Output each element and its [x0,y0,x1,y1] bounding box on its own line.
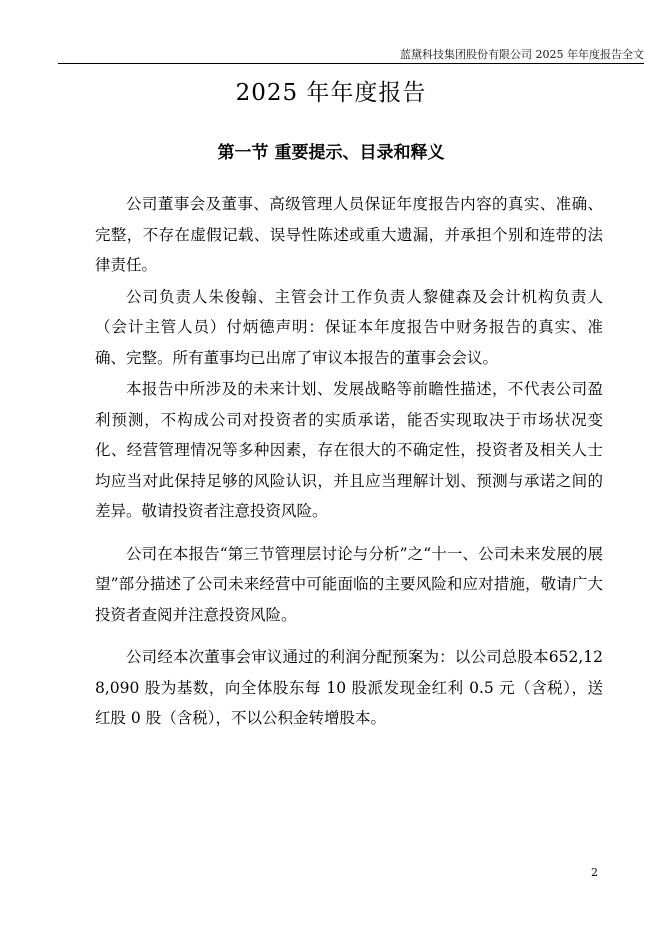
paragraph-forward-looking: 本报告中所涉及的未来计划、发展战略等前瞻性描述，不代表公司盈利预测，不构成公司对投资者的实质承诺，能否实现取决于市场状况变化、经营管理情况等多种因素，存在很大的不确定性，投资者及相关人士均应当对此保持足够的风险认识，并且应当理解计划、预测与承诺之间的差异。敬请投资者注意投资风险。 [95,380,603,520]
section-title: 第一节 重要提示、目录和释义 [217,143,445,163]
running-header: 蓝黛科技集团股份有限公司 2025 年年度报告全文 [400,48,644,61]
paragraph-risk-reference: 公司在本报告“第三节管理层讨论与分析”之“十一、公司未来发展的展望”部分描述了公司未来经营中可能面临的主要风险和应对措施，敬请广大投资者查阅并注意投资风险。 [95,544,603,624]
paragraph-profit-distribution: 公司经本次董事会审议通过的利润分配预案为：以公司总股本652,128,090 股为基数，向全体股东每 10 股派发现金红利 0.5 元（含税），送红股 0 股（含税），不以公积金转增股本。 [95,648,603,727]
page-number: 2 [591,866,598,879]
paragraph-board-guarantee: 公司董事会及董事、高级管理人员保证年度报告内容的真实、准确、完整，不存在虚假记载、误导性陈述或重大遗漏，并承担个别和连带的法律责任。 [95,195,603,274]
paragraph-responsible-persons: 公司负责人朱俊翰、主管会计工作负责人黎健森及会计机构负责人（会计主管人员）付炳德声明：保证本年度报告中财务报告的真实、准确、完整。所有董事均已出席了审议本报告的董事会会议。 [95,287,603,367]
report-title: 2025 年年度报告 [235,80,427,106]
body-text [95,189,603,734]
header-divider [58,63,644,64]
